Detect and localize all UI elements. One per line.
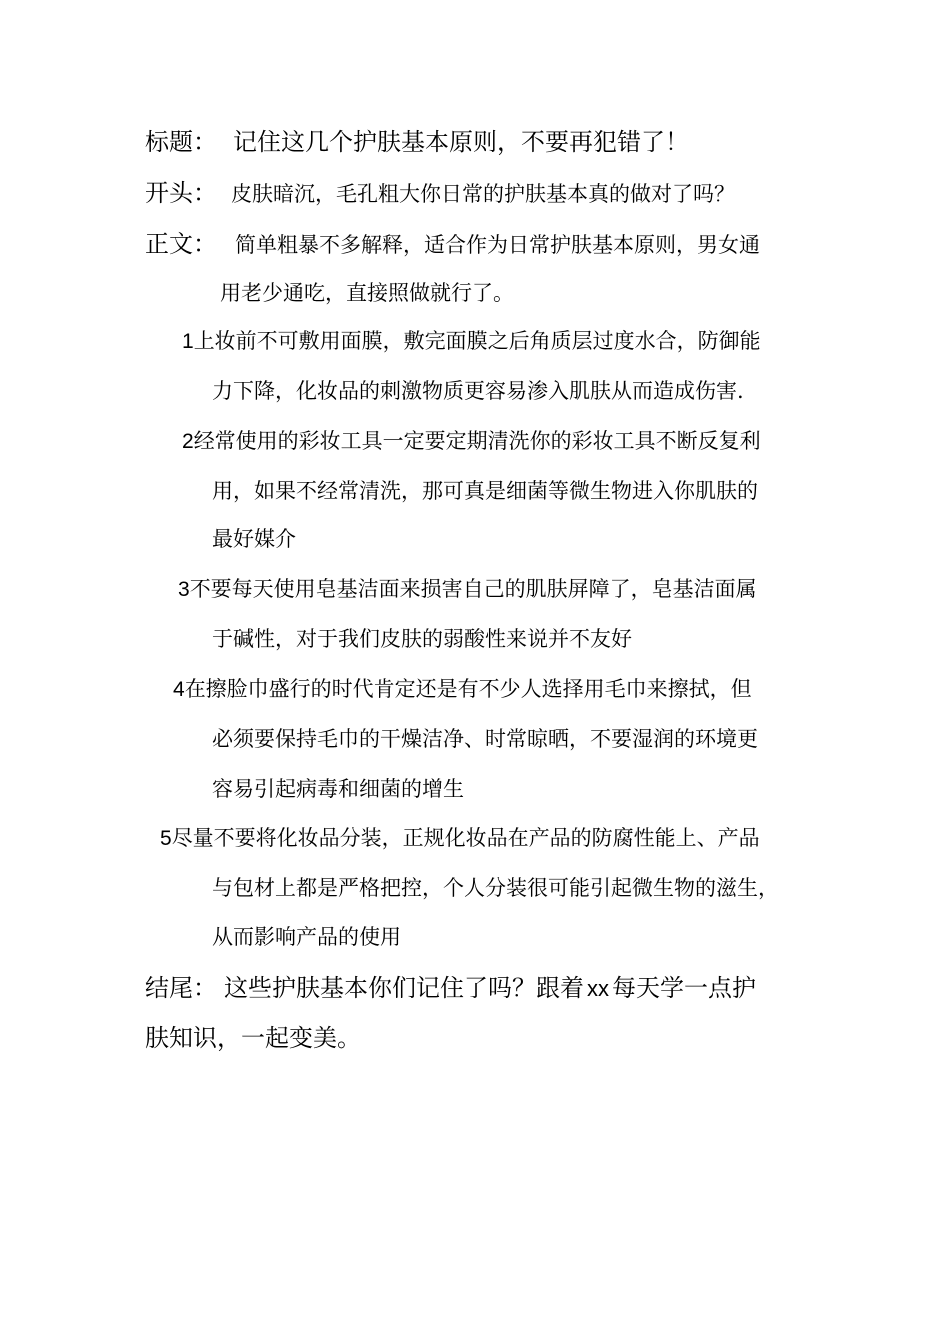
list-item-2-line-1	[182, 431, 761, 452]
list-item-5-line-2: 与包材上都是严格把控，个人分装很可能引起微生物的滋生，	[212, 876, 779, 900]
list-item-3-line-2: 于碱性，对于我们皮肤的弱酸性来说并不友好	[212, 627, 632, 651]
body-intro-line-1	[145, 232, 760, 256]
list-item-1-line-2: 力下降，化妆品的刺激物质更容易渗入肌肤从而造成伤害.	[212, 379, 744, 403]
title-line	[145, 130, 689, 154]
ending-brand: xx	[587, 976, 609, 1001]
opening-line	[145, 181, 735, 205]
body-label: 正文：	[145, 230, 217, 258]
list-item-1-line-1	[182, 331, 761, 352]
list-item-2-line-3: 最好媒介	[212, 527, 296, 551]
list-item-4-line-3: 容易引起病毒和细菌的增生	[212, 777, 464, 801]
list-item-3-line-1	[178, 579, 757, 600]
body-intro-line-2: 用老少通吃，直接照做就行了。	[220, 281, 514, 305]
list-item-1-text-1: 上妆前不可敷用面膜，敷完面膜之后角质层过度水合，防御能	[193, 329, 761, 353]
list-item-3-number: 3	[178, 578, 190, 601]
list-item-2-line-2: 用，如果不经常清洗，那可真是细菌等微生物进入你肌肤的	[212, 479, 758, 503]
title-label: 标题：	[145, 128, 217, 156]
list-item-3-text-1: 不要每天使用皂基洁面来损害自己的肌肤屏障了，皂基洁面属	[189, 577, 757, 601]
list-item-5-text-1: 尽量不要将化妆品分装，正规化妆品在产品的防腐性能上、产品	[171, 826, 760, 850]
opening-label: 开头：	[145, 179, 217, 207]
list-item-4-line-1	[173, 679, 752, 700]
list-item-5-number: 5	[160, 827, 172, 850]
opening-text: 皮肤暗沉，毛孔粗大你日常的护肤基本真的做对了吗？	[231, 182, 735, 206]
list-item-4-text-1: 在擦脸巾盛行的时代肯定还是有不少人选择用毛巾来擦拭，但	[184, 677, 752, 701]
list-item-4-number: 4	[173, 678, 185, 701]
list-item-5-line-1	[160, 828, 760, 849]
list-item-2-text-1: 经常使用的彩妆工具一定要定期清洗你的彩妆工具不断反复利	[193, 429, 761, 453]
list-item-2-number: 2	[182, 430, 194, 453]
list-item-5-line-3: 从而影响产品的使用	[212, 925, 401, 949]
list-item-1-number: 1	[182, 330, 194, 353]
body-intro-text-1: 简单粗暴不多解释，适合作为日常护肤基本原则，男女通	[235, 233, 760, 257]
ending-label: 结尾：	[145, 974, 217, 1002]
ending-line-1	[145, 976, 756, 1000]
title-text: 记住这几个护肤基本原则，不要再犯错了！	[233, 128, 689, 156]
ending-text-1b: 每天学一点护	[612, 974, 756, 1002]
list-item-4-line-2: 必须要保持毛巾的干燥洁净、时常晾晒，不要湿润的环境更	[212, 727, 758, 751]
ending-text-1a: 这些护肤基本你们记住了吗？跟着	[224, 974, 584, 1002]
ending-line-2: 肤知识，一起变美。	[145, 1024, 361, 1052]
